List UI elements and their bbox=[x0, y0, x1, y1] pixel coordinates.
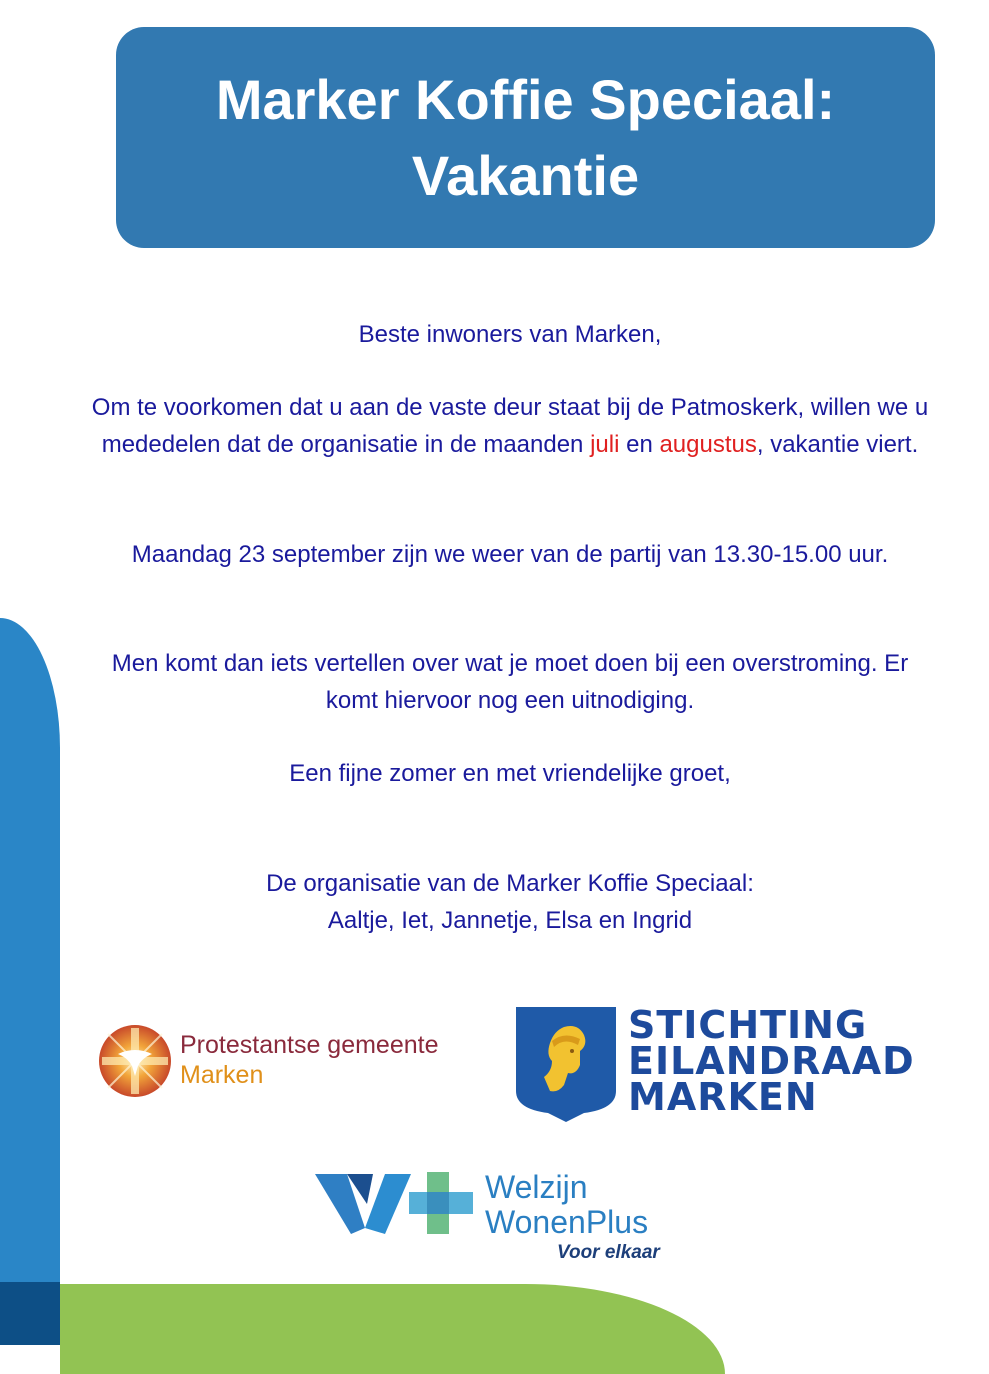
pgm-name: Protestantse gemeente bbox=[180, 1031, 439, 1059]
closing bbox=[90, 755, 930, 792]
left-decorative-band-dark bbox=[0, 1282, 60, 1345]
signature bbox=[90, 865, 930, 939]
sem-line1: STICHTING bbox=[628, 1003, 868, 1047]
protestantse-gemeente-logo bbox=[98, 1024, 488, 1100]
wwp-line1: Welzijn bbox=[485, 1169, 588, 1205]
left-decorative-band bbox=[0, 618, 60, 1345]
coat-of-arms-icon bbox=[514, 1005, 618, 1123]
title-banner bbox=[116, 27, 935, 248]
para1-text-b: en bbox=[619, 431, 660, 458]
page-title-line1: Marker Koffie Speciaal: bbox=[215, 67, 836, 131]
w-plus-icon bbox=[315, 1170, 480, 1238]
paragraph-date-text: Maandag 23 september zijn we weer van de partij van 13.30-15.00 uur. bbox=[131, 541, 889, 568]
wwp-line2: WonenPlus bbox=[485, 1204, 649, 1240]
sem-line2: EILANDRAAD bbox=[628, 1039, 915, 1083]
closing-text: Een fijne zomer en met vriendelijke groet, bbox=[289, 760, 731, 787]
stichting-eilandraad-logo bbox=[514, 1005, 924, 1125]
page-title-line2: Vakantie bbox=[411, 143, 640, 207]
para1-text-c: , vakantie viert. bbox=[756, 431, 919, 458]
welzijn-wonenplus-logo bbox=[315, 1170, 695, 1265]
bottom-decorative-band bbox=[60, 1284, 725, 1374]
paragraph-topic bbox=[90, 645, 930, 719]
greeting bbox=[90, 316, 930, 353]
paragraph-date bbox=[90, 536, 930, 573]
para1-text-a: Om te voorkomen dat u aan de vaste deur staat bij de Patmoskerk, willen we u mededelen dat de organisatie in de maanden bbox=[91, 394, 929, 458]
paragraph-topic-text: Men komt dan iets vertellen over wat je moet doen bij een overstroming. Er komt hiervoor nog een uitnodiging. bbox=[111, 650, 909, 714]
protestantse-gemeente-text bbox=[180, 1030, 439, 1090]
stichting-eilandraad-text bbox=[628, 1003, 915, 1119]
greeting-text: Beste inwoners van Marken, bbox=[358, 321, 662, 348]
dove-cross-icon bbox=[98, 1024, 172, 1098]
wwp-tagline: Voor elkaar bbox=[557, 1242, 660, 1263]
month-highlight-july: juli bbox=[590, 431, 620, 458]
pgm-place: Marken bbox=[180, 1061, 264, 1089]
signature-line2: Aaltje, Iet, Jannetje, Elsa en Ingrid bbox=[327, 907, 693, 934]
signature-line1: De organisatie van de Marker Koffie Speciaal: bbox=[266, 870, 754, 897]
welzijn-wonenplus-text bbox=[485, 1169, 660, 1263]
sem-line3: MARKEN bbox=[628, 1075, 818, 1119]
paragraph-vacation-text bbox=[90, 389, 930, 463]
month-highlight-august: augustus bbox=[659, 431, 757, 458]
paragraph-vacation bbox=[90, 389, 930, 463]
